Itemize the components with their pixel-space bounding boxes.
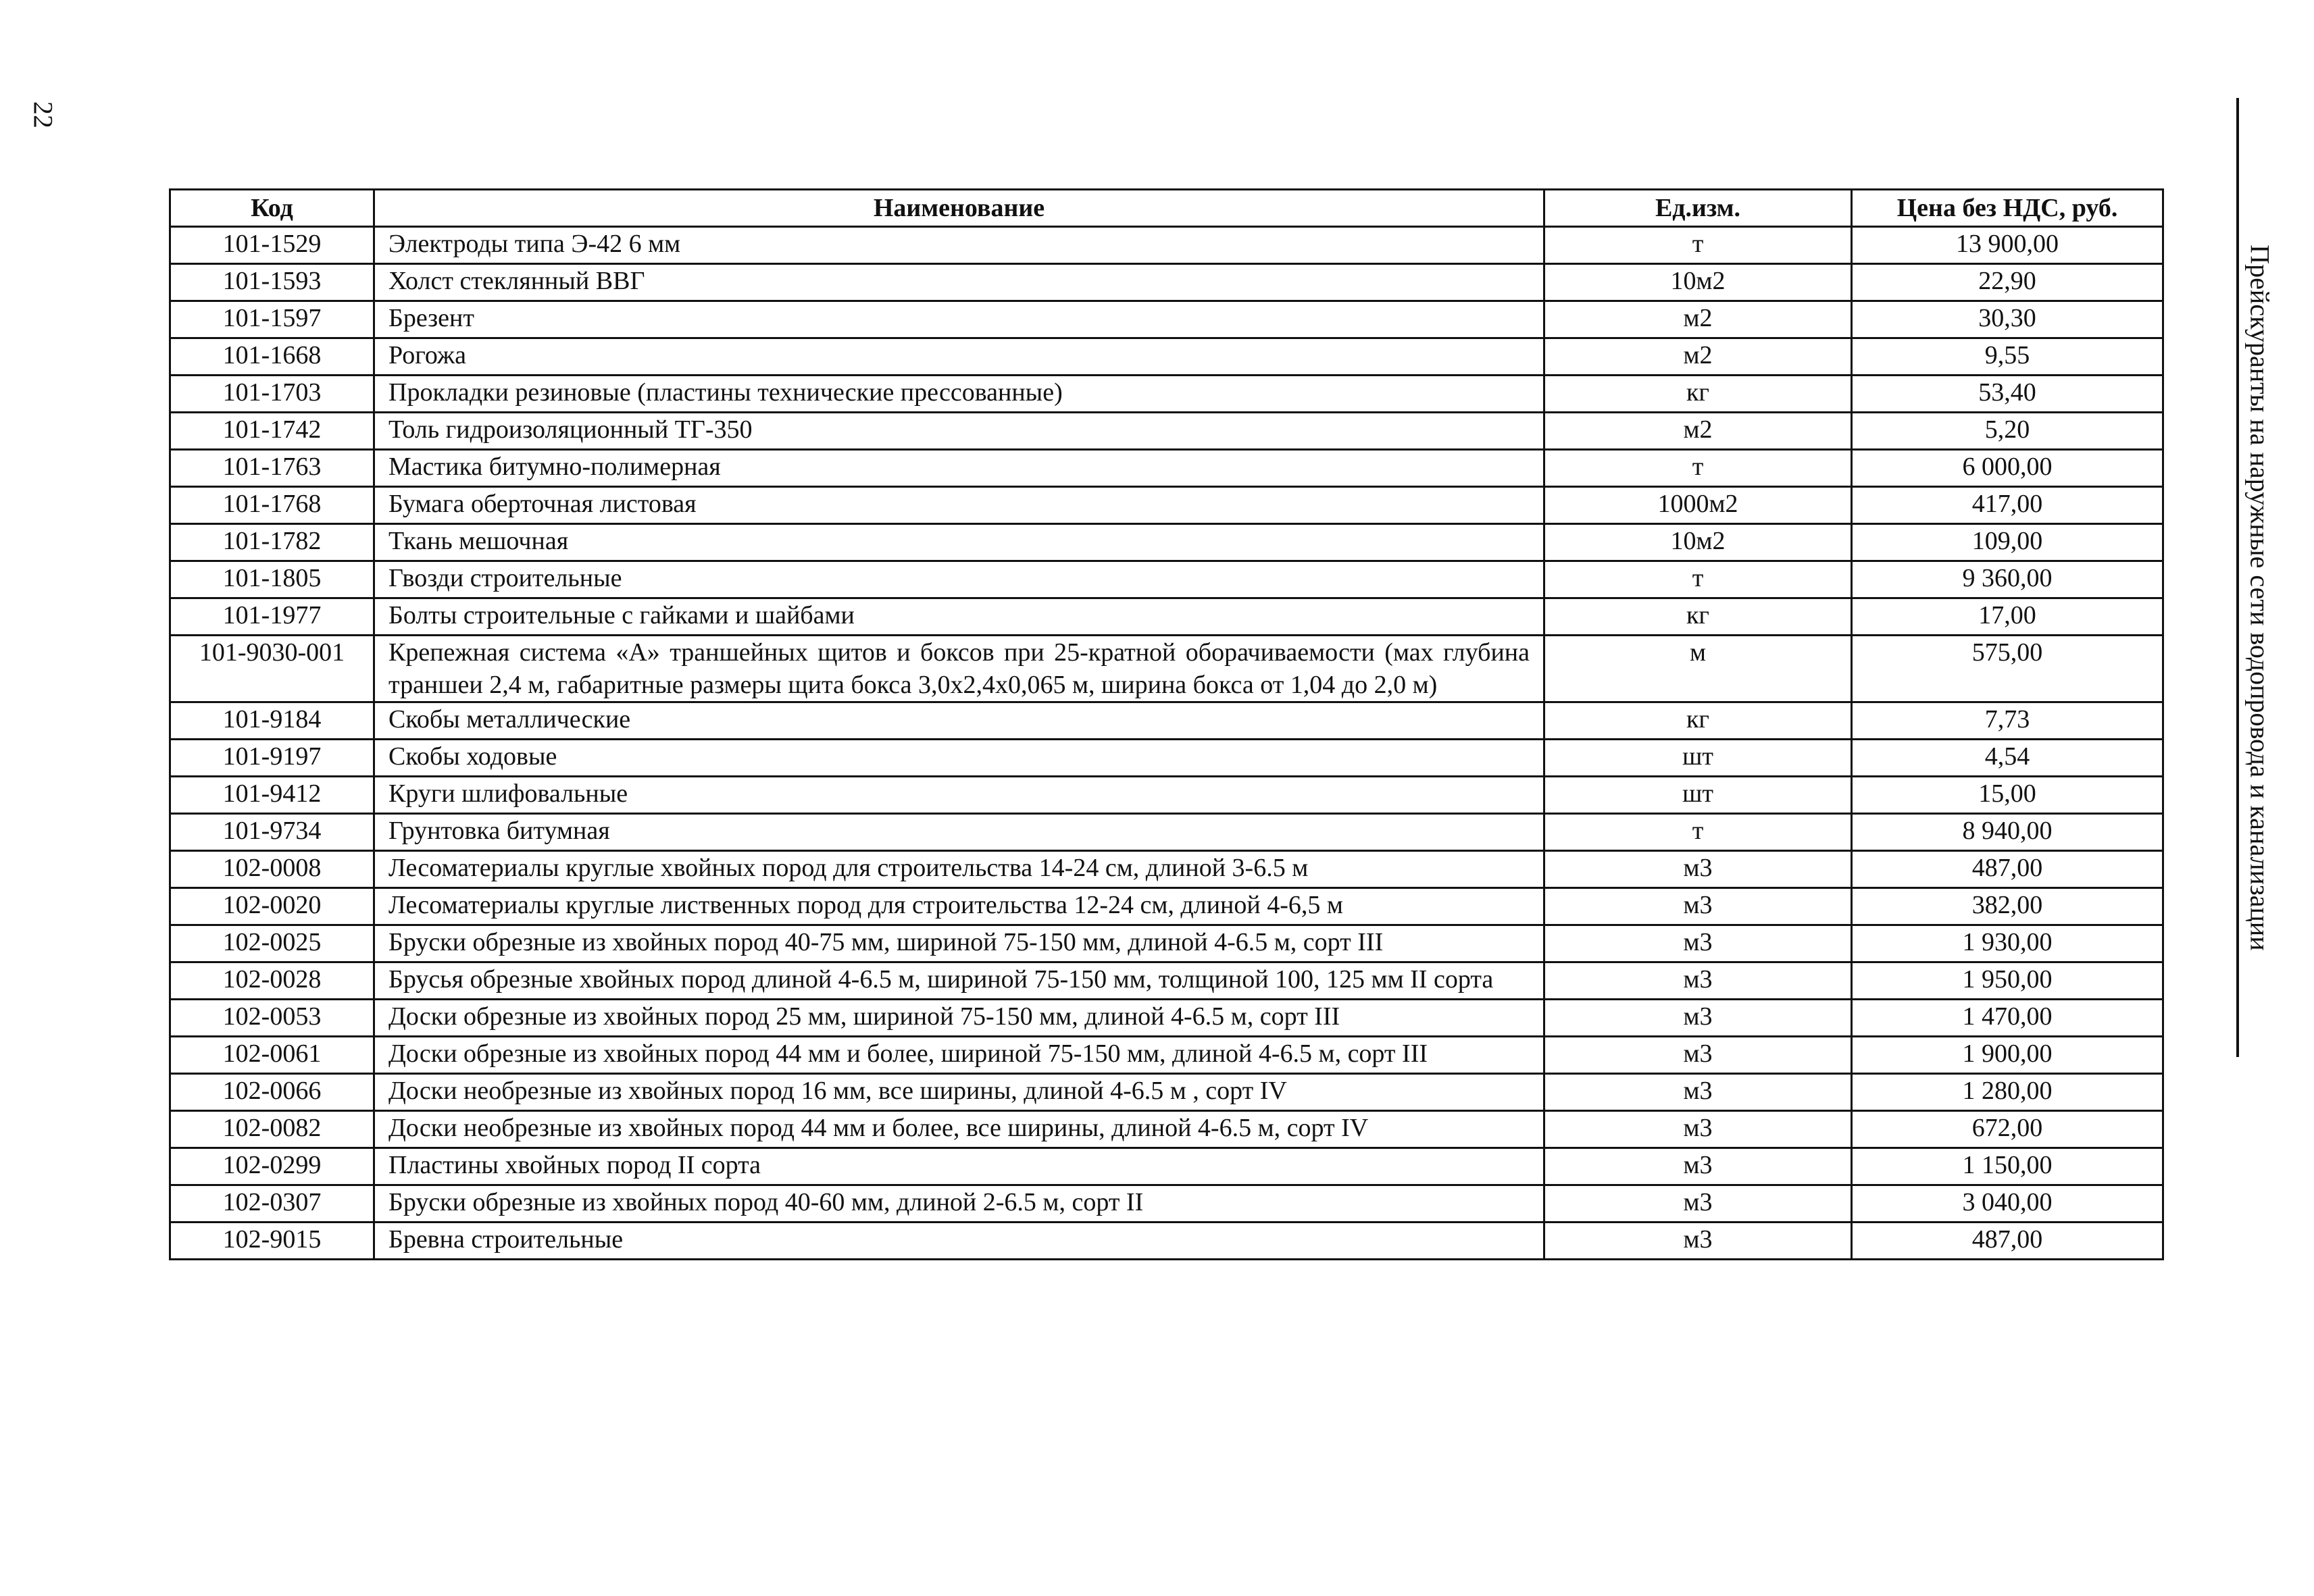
cell-code: 101-1597 <box>170 301 374 338</box>
cell-price: 15,00 <box>1852 777 2163 814</box>
cell-code: 101-9412 <box>170 777 374 814</box>
cell-price: 417,00 <box>1852 487 2163 524</box>
cell-unit: м3 <box>1544 888 1852 925</box>
cell-price: 9,55 <box>1852 338 2163 376</box>
cell-name: Бруски обрезные из хвойных пород 40-75 мм, шириной 75-150 мм, длиной 4-6.5 м, сорт III <box>374 925 1544 962</box>
table-row <box>170 1148 2163 1185</box>
cell-code: 102-0020 <box>170 888 374 925</box>
cell-code: 101-1768 <box>170 487 374 524</box>
cell-unit: 10м2 <box>1544 264 1852 301</box>
cell-name: Скобы металлические <box>374 702 1544 740</box>
cell-code: 101-1782 <box>170 524 374 561</box>
cell-unit: кг <box>1544 702 1852 740</box>
table-body <box>170 227 2163 1260</box>
cell-unit: т <box>1544 450 1852 487</box>
cell-price: 672,00 <box>1852 1111 2163 1148</box>
cell-price: 9 360,00 <box>1852 561 2163 598</box>
cell-code: 101-9734 <box>170 814 374 851</box>
cell-price: 30,30 <box>1852 301 2163 338</box>
cell-name: Брезент <box>374 301 1544 338</box>
cell-price: 5,20 <box>1852 413 2163 450</box>
table-row <box>170 1222 2163 1260</box>
cell-unit: м2 <box>1544 413 1852 450</box>
cell-name: Бруски обрезные из хвойных пород 40-60 мм, длиной 2-6.5 м, сорт II <box>374 1185 1544 1222</box>
cell-name: Мастика битумно-полимерная <box>374 450 1544 487</box>
table-row <box>170 598 2163 636</box>
cell-name: Ткань мешочная <box>374 524 1544 561</box>
cell-name: Бумага оберточная листовая <box>374 487 1544 524</box>
cell-price: 1 930,00 <box>1852 925 2163 962</box>
cell-name: Электроды типа Э-42 6 мм <box>374 227 1544 264</box>
cell-code: 102-9015 <box>170 1222 374 1260</box>
cell-unit: м3 <box>1544 1185 1852 1222</box>
cell-name: Грунтовка битумная <box>374 814 1544 851</box>
table-row <box>170 264 2163 301</box>
cell-unit: м3 <box>1544 1111 1852 1148</box>
cell-unit: м3 <box>1544 1222 1852 1260</box>
cell-code: 101-9184 <box>170 702 374 740</box>
cell-price: 1 280,00 <box>1852 1074 2163 1111</box>
cell-price: 1 950,00 <box>1852 962 2163 1000</box>
cell-code: 102-0307 <box>170 1185 374 1222</box>
table-row <box>170 702 2163 740</box>
cell-unit: м2 <box>1544 301 1852 338</box>
table-row <box>170 413 2163 450</box>
cell-code: 102-0008 <box>170 851 374 888</box>
cell-code: 102-0053 <box>170 1000 374 1037</box>
cell-unit: т <box>1544 227 1852 264</box>
table-row <box>170 740 2163 777</box>
cell-code: 102-0082 <box>170 1111 374 1148</box>
cell-unit: кг <box>1544 598 1852 636</box>
cell-name: Прокладки резиновые (пластины технические прессованные) <box>374 376 1544 413</box>
table-row <box>170 227 2163 264</box>
cell-price: 1 900,00 <box>1852 1037 2163 1074</box>
table-row <box>170 962 2163 1000</box>
cell-name: Круги шлифовальные <box>374 777 1544 814</box>
cell-unit: 1000м2 <box>1544 487 1852 524</box>
column-header-code: Код <box>170 190 374 227</box>
cell-unit: шт <box>1544 740 1852 777</box>
cell-code: 101-1529 <box>170 227 374 264</box>
cell-code: 101-1593 <box>170 264 374 301</box>
table-header-row <box>170 190 2163 227</box>
cell-price: 1 150,00 <box>1852 1148 2163 1185</box>
cell-unit: м3 <box>1544 962 1852 1000</box>
cell-name: Доски обрезные из хвойных пород 44 мм и более, шириной 75-150 мм, длиной 4-6.5 м, сорт III <box>374 1037 1544 1074</box>
cell-unit: м3 <box>1544 851 1852 888</box>
cell-unit: м3 <box>1544 1000 1852 1037</box>
cell-name: Гвозди строительные <box>374 561 1544 598</box>
cell-name: Доски обрезные из хвойных пород 25 мм, шириной 75-150 мм, длиной 4-6.5 м, сорт III <box>374 1000 1544 1037</box>
cell-code: 101-9197 <box>170 740 374 777</box>
cell-code: 102-0025 <box>170 925 374 962</box>
cell-unit: т <box>1544 561 1852 598</box>
cell-code: 102-0028 <box>170 962 374 1000</box>
cell-code: 101-1763 <box>170 450 374 487</box>
cell-price: 382,00 <box>1852 888 2163 925</box>
cell-price: 487,00 <box>1852 1222 2163 1260</box>
table-row <box>170 450 2163 487</box>
table-row <box>170 301 2163 338</box>
cell-name: Толь гидроизоляционный ТГ-350 <box>374 413 1544 450</box>
table-row <box>170 636 2163 702</box>
table-row <box>170 1074 2163 1111</box>
column-header-unit: Ед.изм. <box>1544 190 1852 227</box>
cell-price: 13 900,00 <box>1852 227 2163 264</box>
cell-name: Лесоматериалы круглые лиственных пород для строительства 12-24 см, длиной 4-6,5 м <box>374 888 1544 925</box>
cell-unit: 10м2 <box>1544 524 1852 561</box>
cell-name: Болты строительные с гайками и шайбами <box>374 598 1544 636</box>
cell-name: Скобы ходовые <box>374 740 1544 777</box>
table-row <box>170 777 2163 814</box>
table-row <box>170 1111 2163 1148</box>
table-row <box>170 561 2163 598</box>
cell-unit: шт <box>1544 777 1852 814</box>
table-row <box>170 1037 2163 1074</box>
column-header-price: Цена без НДС, руб. <box>1852 190 2163 227</box>
table-row <box>170 487 2163 524</box>
cell-name: Пластины хвойных пород II сорта <box>374 1148 1544 1185</box>
cell-price: 575,00 <box>1852 636 2163 702</box>
cell-unit: м3 <box>1544 1148 1852 1185</box>
table-row <box>170 338 2163 376</box>
cell-price: 487,00 <box>1852 851 2163 888</box>
cell-unit: м3 <box>1544 1074 1852 1111</box>
cell-unit: м3 <box>1544 1037 1852 1074</box>
table-row <box>170 1185 2163 1222</box>
cell-name: Доски необрезные из хвойных пород 44 мм и более, все ширины, длиной 4-6.5 м, сорт IV <box>374 1111 1544 1148</box>
cell-code: 101-1977 <box>170 598 374 636</box>
cell-code: 102-0066 <box>170 1074 374 1111</box>
cell-price: 7,73 <box>1852 702 2163 740</box>
cell-code: 101-9030-001 <box>170 636 374 702</box>
column-header-name: Наименование <box>374 190 1544 227</box>
page-number: 22 <box>28 101 59 128</box>
table-row <box>170 925 2163 962</box>
cell-price: 3 040,00 <box>1852 1185 2163 1222</box>
cell-price: 8 940,00 <box>1852 814 2163 851</box>
cell-price: 17,00 <box>1852 598 2163 636</box>
cell-unit: м3 <box>1544 925 1852 962</box>
cell-price: 109,00 <box>1852 524 2163 561</box>
cell-price: 22,90 <box>1852 264 2163 301</box>
table-row <box>170 888 2163 925</box>
cell-price: 4,54 <box>1852 740 2163 777</box>
running-header-text: Прейскуранты на наружные сети водопровода и канализации <box>2244 244 2275 951</box>
cell-unit: т <box>1544 814 1852 851</box>
cell-code: 101-1805 <box>170 561 374 598</box>
cell-name: Рогожа <box>374 338 1544 376</box>
table-row <box>170 376 2163 413</box>
cell-name: Крепежная система «А» траншейных щитов и боксов при 25-кратной оборачиваемости (мах глубина траншеи 2,4 м, габаритные размеры щита бокса 3,0х2,4х0,065 м, ширина бокса от 1,04 до 2,0 м) <box>374 636 1544 702</box>
cell-unit: м2 <box>1544 338 1852 376</box>
cell-code: 101-1668 <box>170 338 374 376</box>
cell-name: Брусья обрезные хвойных пород длиной 4-6.5 м, шириной 75-150 мм, толщиной 100, 125 мм II сорта <box>374 962 1544 1000</box>
cell-code: 102-0299 <box>170 1148 374 1185</box>
cell-unit: кг <box>1544 376 1852 413</box>
running-header <box>2236 98 2281 1057</box>
cell-code: 101-1742 <box>170 413 374 450</box>
cell-price: 6 000,00 <box>1852 450 2163 487</box>
cell-name: Доски необрезные из хвойных пород 16 мм, все ширины, длиной 4-6.5 м , сорт IV <box>374 1074 1544 1111</box>
cell-code: 102-0061 <box>170 1037 374 1074</box>
price-table <box>169 188 2164 1260</box>
table-row <box>170 1000 2163 1037</box>
cell-unit: м <box>1544 636 1852 702</box>
cell-name: Холст стеклянный ВВГ <box>374 264 1544 301</box>
table-row <box>170 851 2163 888</box>
cell-code: 101-1703 <box>170 376 374 413</box>
cell-name: Бревна строительные <box>374 1222 1544 1260</box>
cell-price: 1 470,00 <box>1852 1000 2163 1037</box>
cell-price: 53,40 <box>1852 376 2163 413</box>
cell-name: Лесоматериалы круглые хвойных пород для строительства 14-24 см, длиной 3-6.5 м <box>374 851 1544 888</box>
table-row <box>170 524 2163 561</box>
table-row <box>170 814 2163 851</box>
